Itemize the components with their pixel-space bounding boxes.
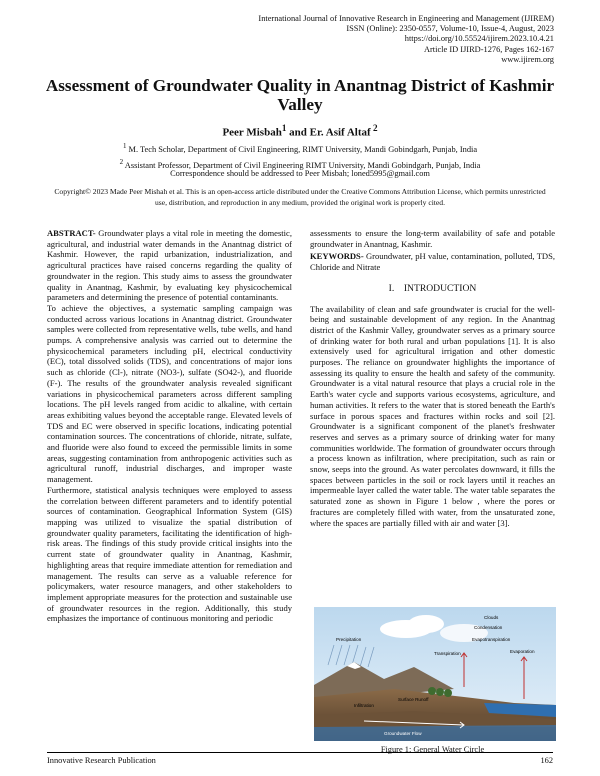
author-line — [0, 123, 600, 139]
affiliation-2: $^2$ Assistant Professor, Department of Civil Engineering RIMT University, Mandi Gobindgarh, Punjab, India — [119, 157, 481, 170]
section-heading-introduction: I. INTRODUCTION — [388, 282, 477, 294]
label-transpiration: Transpiration — [434, 651, 461, 656]
label-clouds: Clouds — [484, 615, 499, 620]
affiliations — [0, 140, 600, 172]
author-1-sup: 1 — [281, 123, 287, 133]
label-precipitation: Precipitation — [336, 637, 362, 642]
correspondence: Correspondence should be addressed to Peer Misbah; loned5995@gmail.com — [170, 169, 430, 178]
journal-name: International Journal of Innovative Research in Engineering and Management (IJIREM) — [258, 14, 554, 23]
footer-rule — [47, 752, 553, 753]
author-2: Er. Asif Altaf — [309, 126, 371, 139]
label-evapotranspiration: Evapotranspiration — [472, 637, 511, 642]
article-id: Article ID IJIRD-1276, Pages 162-167 — [423, 44, 554, 54]
keywords-label: KEYWORDS- — [310, 251, 364, 262]
intro-p1: The availability of clean and safe groundwater is crucial for the well-being and sustainable development of any region. In the Anantnag district of the Kashmir Valley, groundwater serves as a primary source of drinking water for both rural and urban populations [1]. It is also extensively used for agricultural irrigation and other domestic purposes. The reliance on groundwater highlights the importance of assessing its quality to ensure the health and safety of the community. Groundwater is a vital natural resource that plays a crucial role in the Earth's water cycle and supports various ecosystems, agriculture, and human activities. It refers to the water that is stored beneath the Earth's surface in porous spaces and fractures within rocks and soil [2]. Groundwater is a significant component of the planet's freshwater reserves and serves as a primary source of drinking water for many communities worldwide. The formation of groundwater occurs through a process known as infiltration, where precipitation, such as rain or snow, seeps into the ground. As water percolates downward, it fills the spaces between particles in the soil or rock layers until it reaches an impermeable layer called the water table. The water table separates the saturated zone as shown in Figure 1 below , where the pores or fractures are completely filled with water, from the unsaturated zone, where the spaces are partially filled with air and water [3]. — [310, 303, 555, 528]
paper-title: Assessment of Groundwater Quality in Anantnag District of Kashmir Valley — [45, 76, 555, 114]
label-infiltration: Infiltration — [354, 703, 374, 708]
label-evaporation: Evaporation — [510, 649, 535, 654]
abstract-p1: ABSTRACT- Groundwater plays a vital role in meeting the domestic, agricultural, and industrial water demands in the Anantnag district of Kashmir. However, the rapid urbanization, industrialization, and agricultural practices have raised concerns regarding the quality of groundwater in the region. This study aims to assess the groundwater quality in Anantnag, Kashmir, by evaluating key physicochemical parameters and determining the presence of potential contaminants. — [47, 228, 292, 303]
water-cycle-figure — [314, 607, 556, 741]
affiliation-1: $^1$ M. Tech Scholar, Department of Civil Engineering, RIMT University, Mandi Gobindgarh, Punjab, India — [122, 142, 478, 154]
journal-site[interactable]: www.ijirem.org — [501, 54, 554, 64]
running-header — [134, 14, 554, 65]
figure-caption: Figure 1: General Water Circle — [380, 745, 485, 754]
abstract-p2: To achieve the objectives, a systematic sampling campaign was conducted across various locations in Anantnag district. Groundwater samples were collected from representative wells, tube wells, and hand pumps. A comprehensive analysis was carried out to determine the physicochemical parameters including pH, electrical conductivity (EC), total dissolved solids (TDS), and concentrations of major ions such as chloride (Cl-), nitrate (NO3-), sulfate (SO42-), and fluoride (F-). The results of the groundwater analysis revealed significant variations in physicochemical parameters across different sampling locations. The pH levels ranged from acidic to alkaline, with certain areas exhibiting values beyond the acceptable range. Elevated levels of TDS and EC were observed in specific locations, indicating potential contamination sources. The concentrations of chloride, nitrate, sulfate, and fluoride were also found to exceed the permissible limits in some areas, suggesting contamination from anthropogenic activities such as agricultural runoff, industrial discharges, and improper waste management. — [47, 302, 292, 485]
footer-publisher: Innovative Research Publication — [47, 756, 156, 765]
author-conj: and — [286, 126, 310, 139]
author-1: Peer Misbah — [222, 126, 282, 139]
keywords: KEYWORDS- Groundwater, pH value, contamination, polluted, TDS, Chloride and Nitrate — [310, 251, 555, 273]
abstract-p3: Furthermore, statistical analysis techniques were employed to assess the correlation between different parameters and to identify potential sources of contamination. Geographical Information System (GIS) mapping was utilized to visualize the spatial distribution of groundwater quality parameters, facilitating the identification of high-risk areas. The findings of this study provide critical insights into the current state of groundwater quality in Anantnag, Kashmir, highlighting areas that require immediate attention for remediation and management. The results can serve as a valuable reference for policymakers, water resource managers, and other stakeholders to implement appropriate measures for the protection and sustainable use of groundwater resources in the region. Additionally, this study emphasizes the importance of continuous monitoring and periodic — [47, 484, 292, 624]
doi-link[interactable]: https://doi.org/10.55524/ijirem.2023.10.4.21 — [404, 34, 554, 44]
right-column — [310, 228, 555, 528]
copyright-notice: Copyright© 2023 Made Peer Mishah et al. This is an open-access article distributed under the Creative Commons Attribution License, which permits unrestricted use, distribution, and reproduction in any medium, provided the original work is properly cited. — [54, 187, 546, 207]
left-column — [47, 228, 292, 624]
groundwater-zone — [314, 725, 556, 741]
label-condensation: Condensation — [474, 625, 503, 630]
author-2-sup: 2 — [370, 123, 378, 133]
abstract-p3-cont: assessments to ensure the long-term availability of safe and potable groundwater in Anantnag, Kashmir. — [310, 228, 555, 249]
label-groundwater-flow: Groundwater Flow — [384, 731, 422, 736]
abstract-label: ABSTRACT- — [47, 228, 96, 238]
issn-line: ISSN (Online): 2350-0557, Volume-10, Issue-4, August, 2023 — [346, 24, 554, 34]
page-number: 162 — [540, 756, 553, 765]
label-surface-runoff: Surface Runoff — [398, 697, 429, 702]
